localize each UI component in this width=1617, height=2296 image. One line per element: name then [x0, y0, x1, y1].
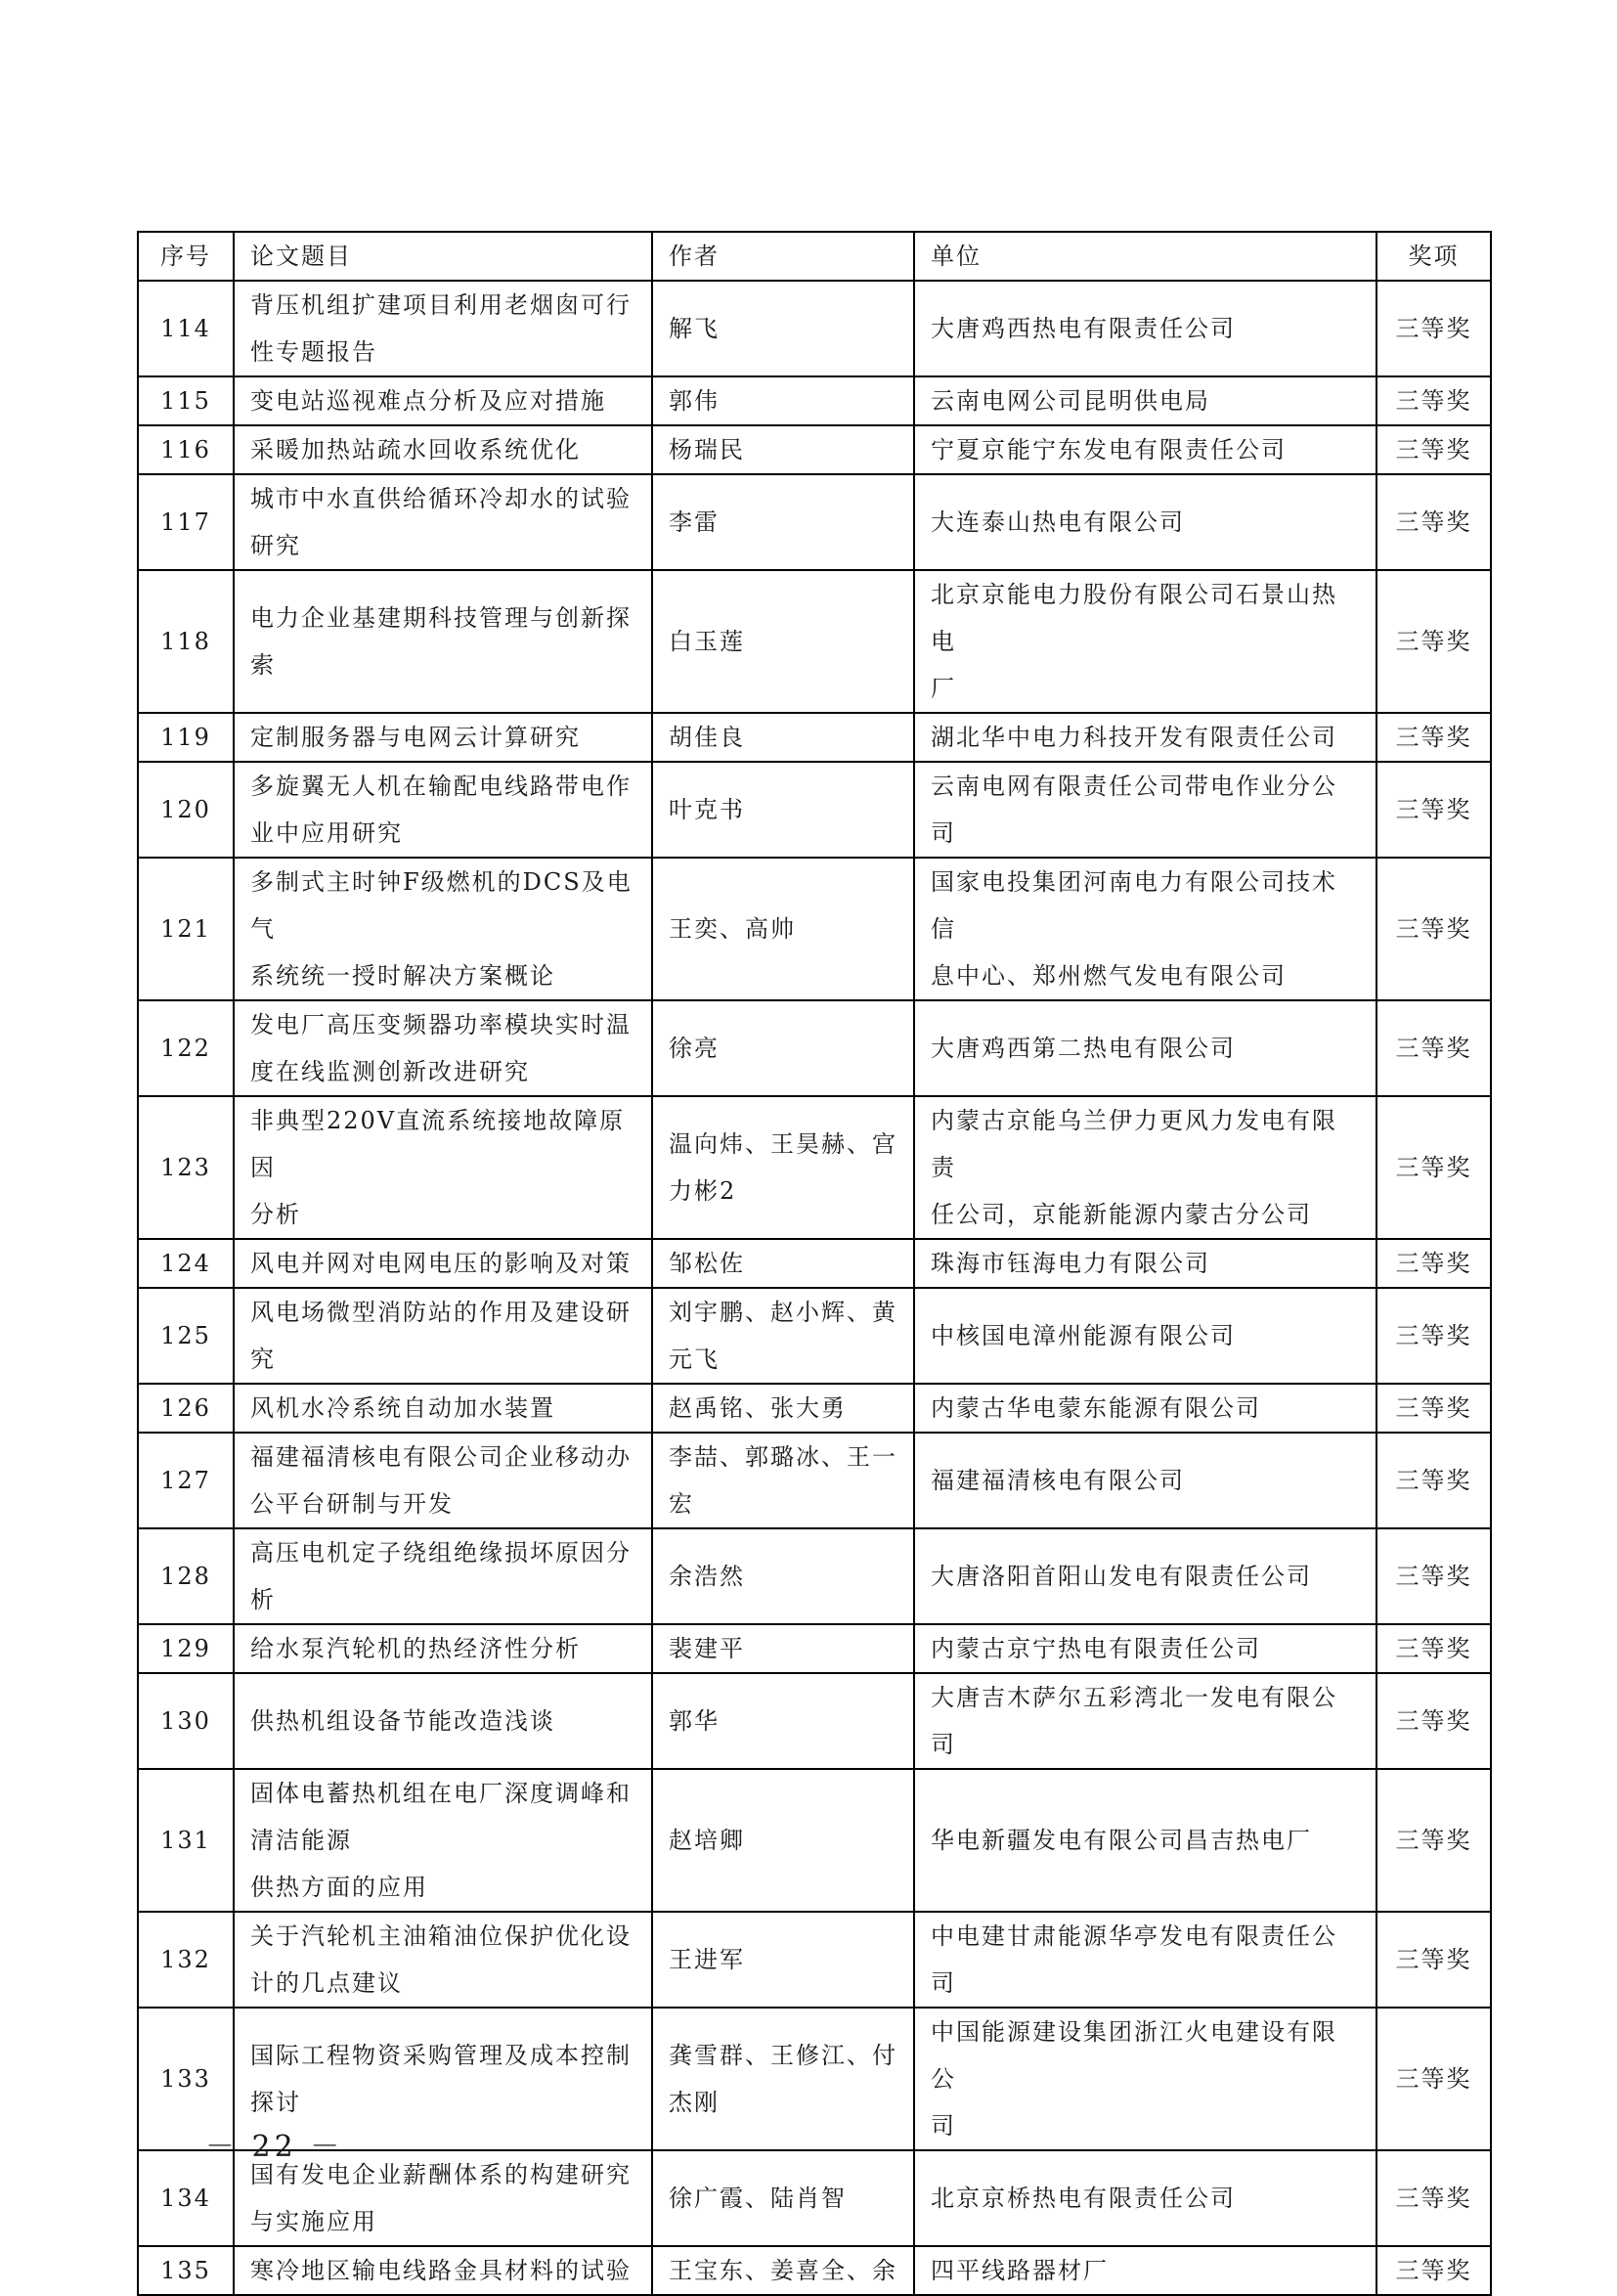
cell-title — [234, 1528, 652, 1624]
table-row — [138, 762, 1491, 858]
cell-title-text: 关于汽轮机主油箱油位保护优化设 计的几点建议 — [250, 1922, 632, 1997]
cell-author — [652, 1528, 914, 1624]
cell-unit — [914, 713, 1377, 762]
cell-unit — [914, 2008, 1377, 2150]
cell-title-text: 给水泵汽轮机的热经济性分析 — [250, 1635, 581, 1662]
cell-no-text: 128 — [160, 1563, 211, 1590]
cell-title — [234, 1000, 652, 1096]
cell-no-text: 114 — [160, 315, 211, 342]
cell-award — [1377, 1528, 1491, 1624]
cell-author — [652, 1096, 914, 1239]
cell-award — [1377, 713, 1491, 762]
cell-unit-text: 内蒙古京能乌兰伊力更风力发电有限责 任公司，京能新能源内蒙古分公司 — [931, 1107, 1337, 1228]
cell-author-text: 李喆、郭璐冰、王一 宏 — [669, 1443, 897, 1518]
cell-award — [1377, 425, 1491, 474]
cell-author — [652, 1912, 914, 2008]
cell-award-text: 三等奖 — [1395, 628, 1472, 655]
cell-no-text: 120 — [160, 796, 211, 823]
table-row — [138, 1528, 1491, 1624]
cell-award — [1377, 281, 1491, 376]
cell-unit — [914, 1912, 1377, 2008]
cell-author-text: 裴建平 — [669, 1635, 745, 1662]
table-row — [138, 1433, 1491, 1528]
cell-unit — [914, 1239, 1377, 1288]
cell-title-text: 风机水冷系统自动加水装置 — [250, 1394, 555, 1422]
cell-author — [652, 2246, 914, 2295]
table-row — [138, 1239, 1491, 1288]
table-row — [138, 713, 1491, 762]
cell-award-text: 三等奖 — [1395, 2257, 1472, 2284]
cell-author-text: 叶克书 — [669, 796, 745, 823]
cell-award-text: 三等奖 — [1395, 1322, 1472, 1349]
header-unit: 单位 — [914, 232, 1377, 281]
cell-title-text: 非典型220V直流系统接地故障原因 分析 — [250, 1107, 626, 1228]
page-number: － 22 － — [205, 2130, 344, 2164]
cell-title — [234, 570, 652, 713]
cell-author — [652, 713, 914, 762]
cell-award — [1377, 1384, 1491, 1433]
cell-title — [234, 1624, 652, 1673]
cell-award-text: 三等奖 — [1395, 1635, 1472, 1662]
cell-unit — [914, 762, 1377, 858]
cell-award-text: 三等奖 — [1395, 315, 1472, 342]
cell-author — [652, 1624, 914, 1673]
cell-no — [138, 1384, 234, 1433]
cell-no — [138, 1096, 234, 1239]
cell-no-text: 123 — [160, 1154, 211, 1181]
cell-title-text: 采暖加热站疏水回收系统优化 — [250, 436, 581, 464]
cell-unit-text: 内蒙古京宁热电有限责任公司 — [931, 1635, 1261, 1662]
cell-no-text: 124 — [160, 1250, 211, 1277]
cell-unit — [914, 1288, 1377, 1384]
cell-title-text: 供热机组设备节能改造浅谈 — [250, 1707, 555, 1735]
cell-no-text: 132 — [160, 1946, 211, 1973]
cell-unit — [914, 1000, 1377, 1096]
table-header-row — [138, 232, 1491, 281]
cell-title-text: 高压电机定子绕组绝缘损坏原因分 析 — [250, 1539, 632, 1613]
cell-author — [652, 1288, 914, 1384]
cell-author-text: 徐亮 — [669, 1035, 720, 1062]
cell-title-text: 风电场微型消防站的作用及建设研 究 — [250, 1299, 632, 1373]
header-author: 作者 — [652, 232, 914, 281]
cell-no-text: 116 — [160, 436, 211, 464]
cell-title-text: 电力企业基建期科技管理与创新探 索 — [250, 604, 632, 679]
cell-award-text: 三等奖 — [1395, 1467, 1472, 1494]
cell-author — [652, 425, 914, 474]
cell-no — [138, 1769, 234, 1912]
table-row — [138, 858, 1491, 1000]
cell-award — [1377, 2150, 1491, 2246]
cell-unit-text: 大唐吉木萨尔五彩湾北一发电有限公司 — [931, 1684, 1337, 1758]
cell-award — [1377, 1433, 1491, 1528]
cell-unit-text: 北京京能电力股份有限公司石景山热电 厂 — [931, 581, 1337, 702]
cell-no-text: 121 — [160, 915, 211, 943]
cell-author — [652, 762, 914, 858]
cell-author-text: 郭伟 — [669, 387, 720, 415]
cell-author-text: 赵培卿 — [669, 1827, 745, 1854]
cell-title-text: 国有发电企业薪酬体系的构建研究 与实施应用 — [250, 2161, 632, 2235]
cell-no-text: 127 — [160, 1467, 211, 1494]
cell-title — [234, 858, 652, 1000]
table-row — [138, 1288, 1491, 1384]
cell-author — [652, 1239, 914, 1288]
cell-no-text: 126 — [160, 1394, 211, 1422]
cell-award — [1377, 762, 1491, 858]
cell-title — [234, 1096, 652, 1239]
cell-unit-text: 四平线路器材厂 — [931, 2257, 1109, 2284]
cell-author — [652, 376, 914, 425]
cell-title — [234, 1288, 652, 1384]
cell-award-text: 三等奖 — [1395, 1035, 1472, 1062]
cell-no — [138, 2246, 234, 2295]
cell-unit — [914, 2150, 1377, 2246]
table-row — [138, 570, 1491, 713]
cell-unit — [914, 570, 1377, 713]
cell-award-text: 三等奖 — [1395, 1154, 1472, 1181]
cell-no — [138, 376, 234, 425]
cell-no — [138, 713, 234, 762]
cell-unit-text: 珠海市钰海电力有限公司 — [931, 1250, 1210, 1277]
cell-no-text: 122 — [160, 1035, 211, 1062]
cell-award-text: 三等奖 — [1395, 724, 1472, 751]
cell-author-text: 王进军 — [669, 1946, 745, 1973]
cell-author — [652, 1673, 914, 1769]
cell-author-text: 胡佳良 — [669, 724, 745, 751]
cell-title — [234, 1673, 652, 1769]
cell-author-text: 余浩然 — [669, 1563, 745, 1590]
table-body — [138, 281, 1491, 2295]
cell-author-text: 刘宇鹏、赵小辉、黄 元飞 — [669, 1299, 897, 1373]
cell-unit — [914, 858, 1377, 1000]
header-title: 论文题目 — [234, 232, 652, 281]
table-row — [138, 474, 1491, 570]
cell-unit-text: 大连泰山热电有限公司 — [931, 508, 1185, 536]
cell-no — [138, 425, 234, 474]
cell-no — [138, 1000, 234, 1096]
cell-title-text: 发电厂高压变频器功率模块实时温 度在线监测创新改进研究 — [250, 1011, 632, 1085]
cell-unit-text: 大唐鸡西第二热电有限公司 — [931, 1035, 1236, 1062]
cell-title-text: 城市中水直供给循环冷却水的试验 研究 — [250, 485, 632, 559]
cell-author — [652, 2008, 914, 2150]
cell-no-text: 134 — [160, 2185, 211, 2212]
cell-no — [138, 1673, 234, 1769]
cell-author — [652, 281, 914, 376]
cell-unit-text: 福建福清核电有限公司 — [931, 1467, 1185, 1494]
cell-title-text: 固体电蓄热机组在电厂深度调峰和 清洁能源 供热方面的应用 — [250, 1780, 632, 1901]
cell-author — [652, 570, 914, 713]
cell-unit-text: 内蒙古华电蒙东能源有限公司 — [931, 1394, 1261, 1422]
cell-award — [1377, 1000, 1491, 1096]
cell-title — [234, 1433, 652, 1528]
cell-no-text: 130 — [160, 1707, 211, 1735]
cell-unit — [914, 1096, 1377, 1239]
table-row — [138, 1624, 1491, 1673]
cell-title — [234, 1912, 652, 2008]
cell-no — [138, 762, 234, 858]
cell-author-text: 郭华 — [669, 1707, 720, 1735]
cell-unit — [914, 1433, 1377, 1528]
cell-title — [234, 376, 652, 425]
cell-award — [1377, 1288, 1491, 1384]
cell-title-text: 背压机组扩建项目利用老烟囱可行 性专题报告 — [250, 291, 632, 366]
cell-unit-text: 中国能源建设集团浙江火电建设有限公 司 — [931, 2018, 1337, 2140]
cell-title-text: 寒冷地区输电线路金具材料的试验 — [250, 2257, 632, 2284]
cell-unit — [914, 376, 1377, 425]
cell-no — [138, 1624, 234, 1673]
cell-title — [234, 1239, 652, 1288]
cell-author-text: 杨瑞民 — [669, 436, 745, 464]
cell-title — [234, 713, 652, 762]
cell-award — [1377, 2246, 1491, 2295]
award-table — [137, 231, 1492, 2296]
cell-unit-text: 中核国电漳州能源有限公司 — [931, 1322, 1236, 1349]
cell-title-text: 变电站巡视难点分析及应对措施 — [250, 387, 606, 415]
cell-title-text: 定制服务器与电网云计算研究 — [250, 724, 581, 751]
table-row — [138, 1673, 1491, 1769]
cell-author — [652, 1769, 914, 1912]
cell-author-text: 王奕、高帅 — [669, 915, 796, 943]
cell-no-text: 118 — [160, 628, 211, 655]
cell-title — [234, 425, 652, 474]
cell-title — [234, 762, 652, 858]
cell-title — [234, 281, 652, 376]
cell-award-text: 三等奖 — [1395, 387, 1472, 415]
cell-author — [652, 2150, 914, 2246]
cell-no-text: 129 — [160, 1635, 211, 1662]
cell-author — [652, 474, 914, 570]
cell-no — [138, 281, 234, 376]
cell-unit — [914, 1528, 1377, 1624]
cell-unit — [914, 2246, 1377, 2295]
cell-award-text: 三等奖 — [1395, 436, 1472, 464]
cell-award-text: 三等奖 — [1395, 1827, 1472, 1854]
cell-title-text: 风电并网对电网电压的影响及对策 — [250, 1250, 632, 1277]
cell-award-text: 三等奖 — [1395, 915, 1472, 943]
cell-unit — [914, 1624, 1377, 1673]
cell-author-text: 赵禹铭、张大勇 — [669, 1394, 847, 1422]
cell-award — [1377, 1912, 1491, 2008]
cell-no — [138, 1912, 234, 2008]
cell-unit — [914, 425, 1377, 474]
cell-award — [1377, 474, 1491, 570]
cell-award — [1377, 1624, 1491, 1673]
cell-no-text: 133 — [160, 2065, 211, 2093]
cell-no-text: 135 — [160, 2257, 211, 2284]
cell-award — [1377, 1239, 1491, 1288]
cell-title — [234, 2246, 652, 2295]
table-row — [138, 2246, 1491, 2295]
cell-unit-text: 大唐鸡西热电有限责任公司 — [931, 315, 1236, 342]
cell-author-text: 解飞 — [669, 315, 720, 342]
table-row — [138, 1384, 1491, 1433]
cell-title — [234, 1769, 652, 1912]
cell-award-text: 三等奖 — [1395, 796, 1472, 823]
cell-award-text: 三等奖 — [1395, 1563, 1472, 1590]
cell-award-text: 三等奖 — [1395, 1946, 1472, 1973]
cell-author-text: 龚雪群、王修江、付 杰刚 — [669, 2042, 897, 2116]
cell-no — [138, 1239, 234, 1288]
cell-no — [138, 1528, 234, 1624]
cell-unit-text: 大唐洛阳首阳山发电有限责任公司 — [931, 1563, 1312, 1590]
cell-no-text: 117 — [160, 508, 211, 536]
cell-unit-text: 宁夏京能宁东发电有限责任公司 — [931, 436, 1287, 464]
cell-award-text: 三等奖 — [1395, 1250, 1472, 1277]
cell-author — [652, 1000, 914, 1096]
cell-unit-text: 国家电投集团河南电力有限公司技术信 息中心、郑州燃气发电有限公司 — [931, 868, 1337, 990]
cell-title-text: 多旋翼无人机在输配电线路带电作 业中应用研究 — [250, 773, 632, 847]
cell-no — [138, 1288, 234, 1384]
table-row — [138, 425, 1491, 474]
table-row — [138, 376, 1491, 425]
cell-award — [1377, 1673, 1491, 1769]
cell-title-text: 多制式主时钟F级燃机的DCS及电气 系统统一授时解决方案概论 — [250, 868, 633, 990]
cell-author-text: 白玉莲 — [669, 628, 745, 655]
cell-title-text: 福建福清核电有限公司企业移动办 公平台研制与开发 — [250, 1443, 632, 1518]
cell-author — [652, 1384, 914, 1433]
table-row — [138, 1769, 1491, 1912]
cell-award — [1377, 2008, 1491, 2150]
cell-unit-text: 中电建甘肃能源华亭发电有限责任公司 — [931, 1922, 1337, 1997]
table-row — [138, 1096, 1491, 1239]
cell-author — [652, 1433, 914, 1528]
cell-unit-text: 云南电网有限责任公司带电作业分公司 — [931, 773, 1337, 847]
cell-no-text: 115 — [160, 387, 211, 415]
cell-no-text: 119 — [160, 724, 211, 751]
table-row — [138, 1000, 1491, 1096]
cell-unit — [914, 1769, 1377, 1912]
cell-award-text: 三等奖 — [1395, 2065, 1472, 2093]
cell-author-text: 徐广霞、陆肖智 — [669, 2185, 847, 2212]
cell-award — [1377, 570, 1491, 713]
header-award: 奖项 — [1377, 232, 1491, 281]
cell-no — [138, 570, 234, 713]
cell-award — [1377, 1769, 1491, 1912]
cell-award — [1377, 1096, 1491, 1239]
cell-award-text: 三等奖 — [1395, 1394, 1472, 1422]
cell-author — [652, 858, 914, 1000]
cell-unit — [914, 1673, 1377, 1769]
header-no: 序号 — [138, 232, 234, 281]
cell-award-text: 三等奖 — [1395, 508, 1472, 536]
cell-title — [234, 1384, 652, 1433]
cell-unit-text: 云南电网公司昆明供电局 — [931, 387, 1210, 415]
cell-unit — [914, 281, 1377, 376]
cell-author-text: 温向炜、王昊赫、宫 力彬2 — [669, 1130, 897, 1205]
cell-title — [234, 474, 652, 570]
cell-unit-text: 湖北华中电力科技开发有限责任公司 — [931, 724, 1337, 751]
cell-award-text: 三等奖 — [1395, 2185, 1472, 2212]
cell-unit — [914, 1384, 1377, 1433]
cell-award-text: 三等奖 — [1395, 1707, 1472, 1735]
cell-no — [138, 474, 234, 570]
cell-no — [138, 858, 234, 1000]
cell-author-text: 王宝东、姜喜全、余 — [669, 2257, 897, 2284]
table-row — [138, 281, 1491, 376]
cell-unit-text: 华电新疆发电有限公司昌吉热电厂 — [931, 1827, 1312, 1854]
cell-no-text: 125 — [160, 1322, 211, 1349]
cell-no-text: 131 — [160, 1827, 211, 1854]
cell-award — [1377, 376, 1491, 425]
table-row — [138, 1912, 1491, 2008]
cell-unit-text: 北京京桥热电有限责任公司 — [931, 2185, 1236, 2212]
cell-no — [138, 1433, 234, 1528]
cell-author-text: 李雷 — [669, 508, 720, 536]
cell-title-text: 国际工程物资采购管理及成本控制 探讨 — [250, 2042, 632, 2116]
cell-unit — [914, 474, 1377, 570]
cell-award — [1377, 858, 1491, 1000]
cell-author-text: 邹松佐 — [669, 1250, 745, 1277]
